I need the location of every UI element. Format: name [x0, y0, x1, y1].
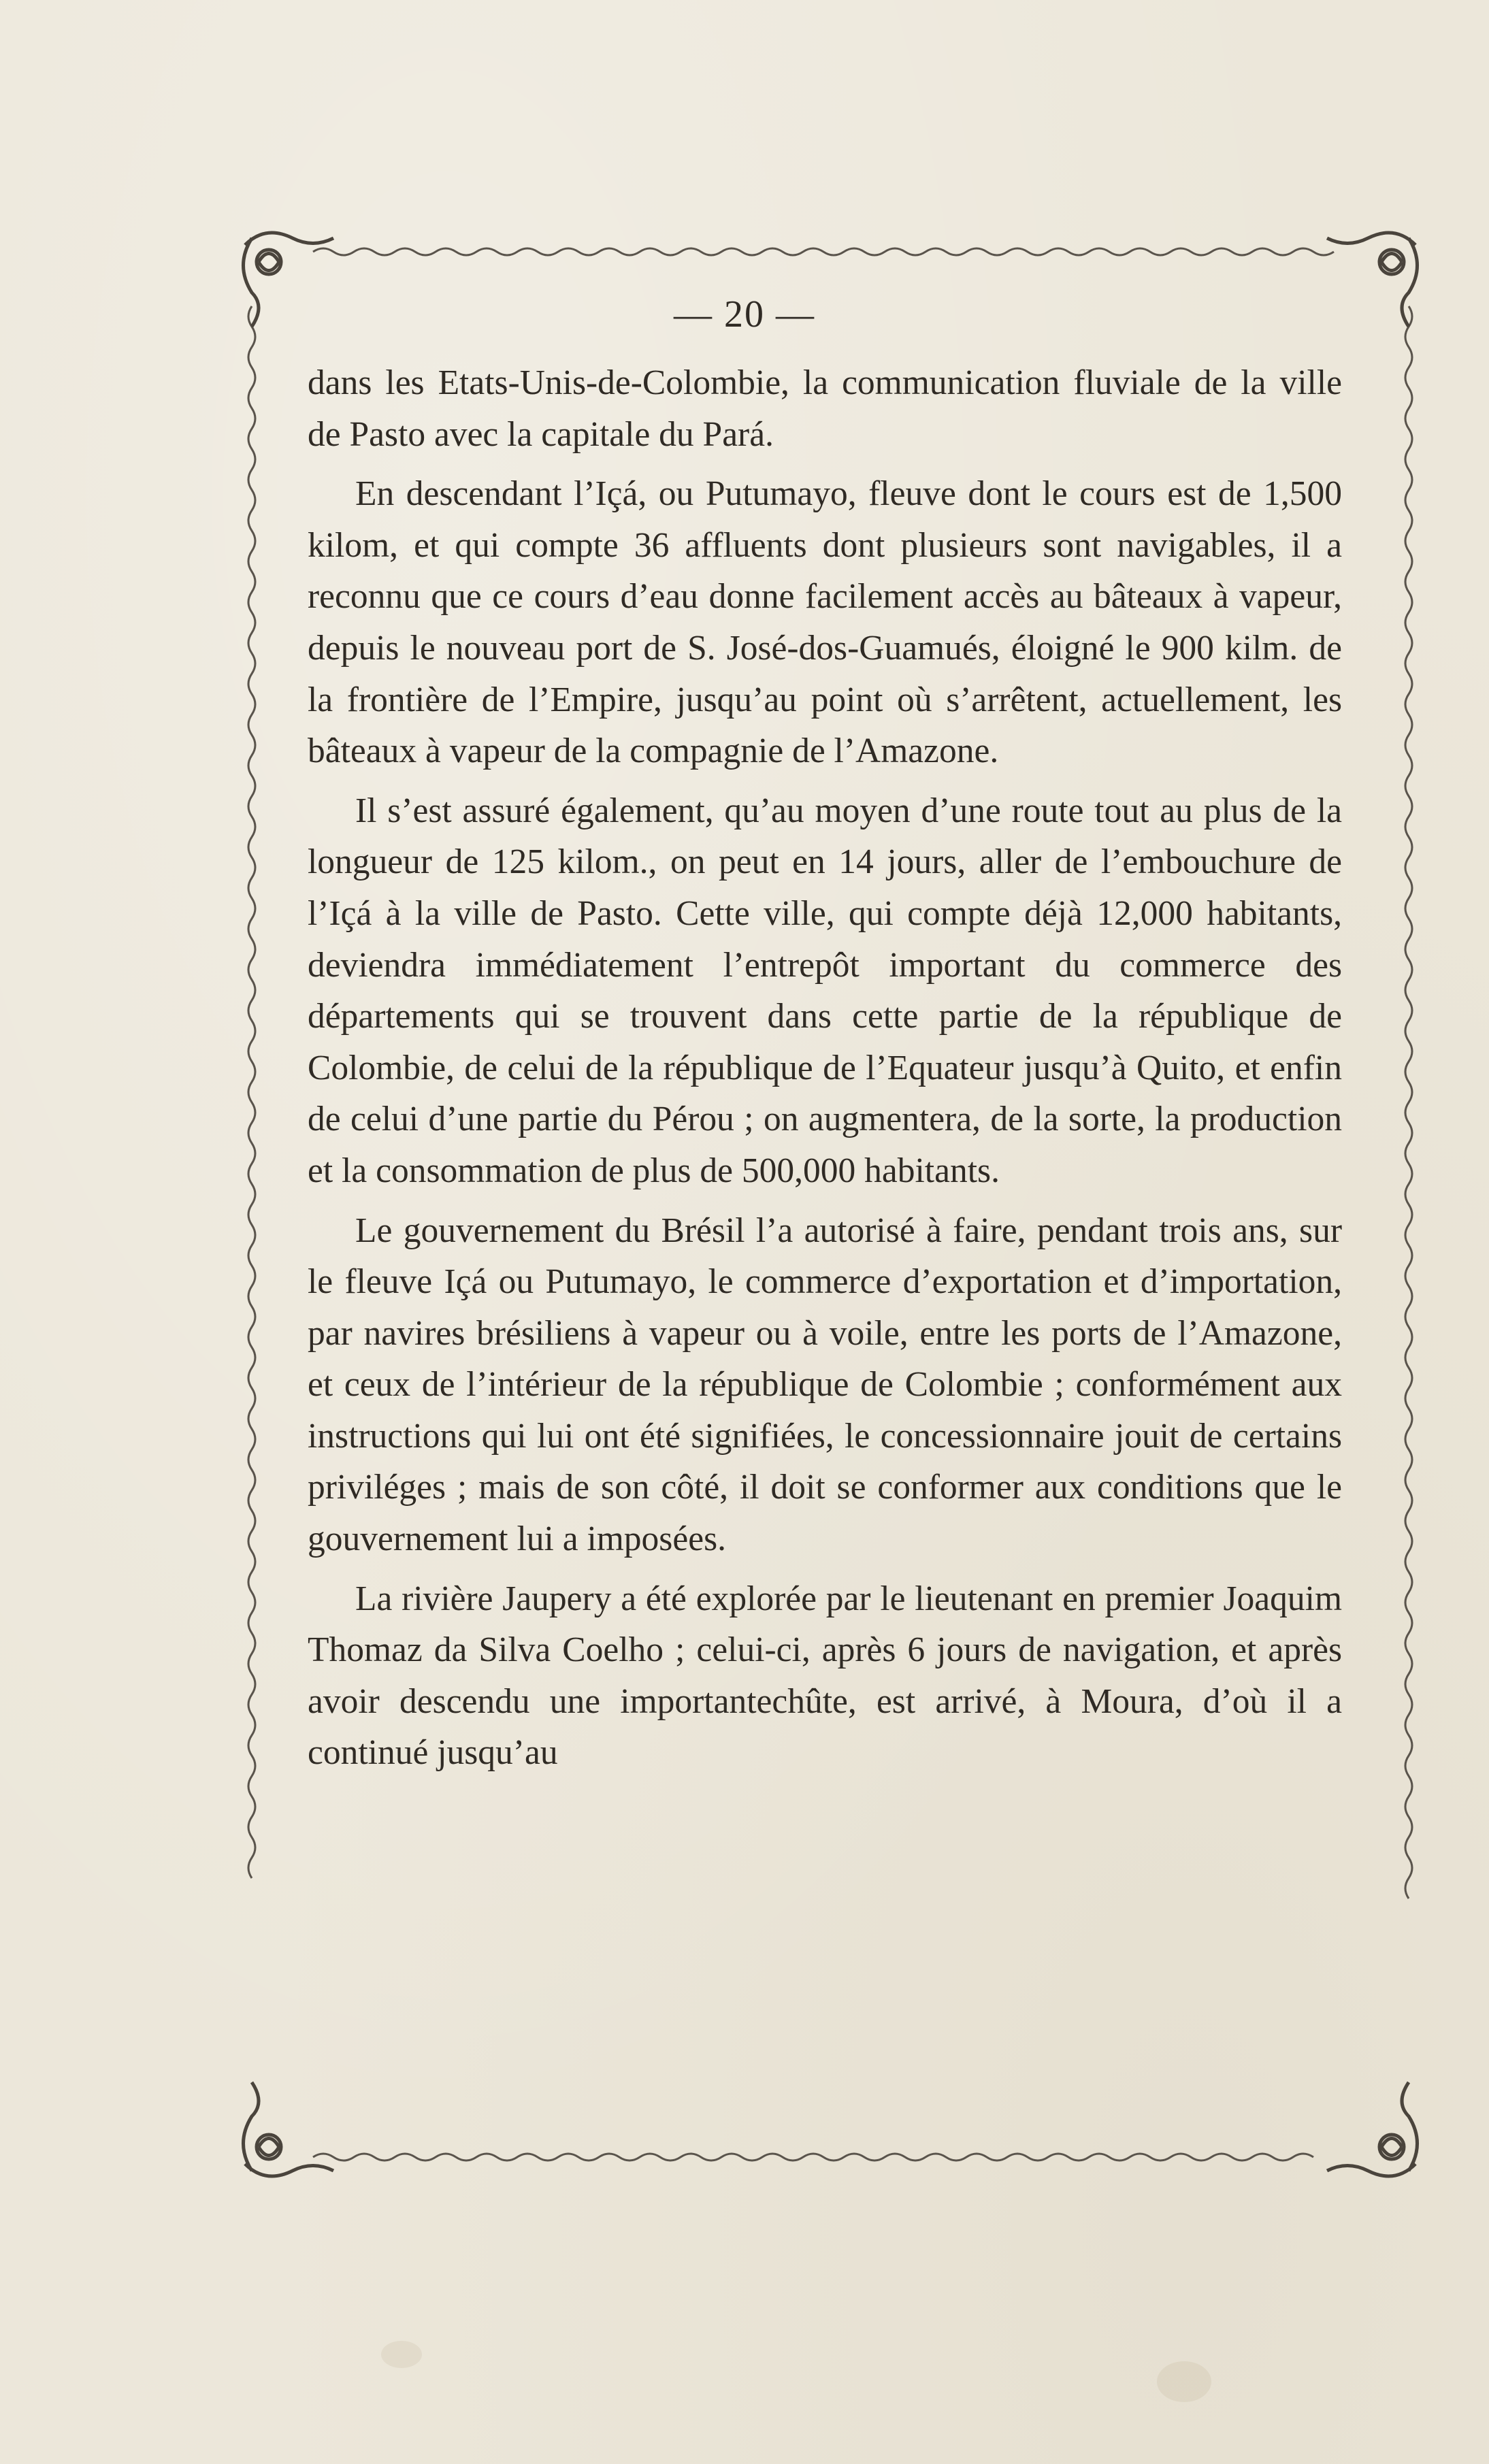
page-number: — 20 — — [674, 293, 815, 335]
body-text — [308, 357, 1342, 1779]
corner-flourish-bottom-left-icon — [244, 2082, 334, 2176]
paragraph: En descendant l’Içá, ou Putumayo, fleuve dont le cours est de 1,500 kilom, et qui compte 36 affluents dont plusieurs sont navigables, il a reconnu que ce cours d’eau donne facilement accès au bâteaux à vapeur, depuis le nouveau port de S. José-dos-Guamués, éloigné le 900 kilm. de la frontière de l’Empire, jusqu’au point où s’arrêtent, actuellement, les bâteaux à vapeur de la compagnie de l’Amazone. — [308, 474, 1342, 771]
paragraph: Le gouvernement du Brésil l’a autorisé à faire, pendant trois ans, sur le fleuve Içá ou Putumayo, le commerce d’exportation et d’importation, par navires brésiliens à vapeur ou à voile, entre les ports de l’Amazone, et ceux de l’intérieur de la république de Colombie ; conformément aux instructions qui lui ont été signifiées, le concessionnaire jouit de certains priviléges ; mais de son côté, il doit se conformer aux conditions que le gouvernement lui a imposées. — [308, 1211, 1342, 1559]
paragraph: dans les Etats-Unis-de-Colombie, la communication fluviale de la ville de Pasto avec la capitale du Pará. — [308, 363, 1342, 454]
paper-stain — [1157, 2361, 1211, 2402]
paragraph: La rivière Jaupery a été explorée par le lieutenant en premier Joaquim Thomaz da Silva Coelho ; celui-ci, après 6 jours de navigation, et après avoir descendu une importantechûte, est arrivé, à Moura, d’où il a continué jusqu’au — [308, 1579, 1342, 1773]
corner-flourish-bottom-right-icon — [1327, 2082, 1418, 2176]
paragraph: Il s’est assuré également, qu’au moyen d’une route tout au plus de la longueur de 125 kilom., on peut en 14 jours, aller de l’embouchure de l’Içá à la ville de Pasto. Cette ville, qui compte déjà 12,000 habitants, deviendra immédiatement l’entrepôt important du commerce des départements qui se trouvent dans cette partie de la république de Colombie, de celui de la république de l’Equateur jusqu’à Quito, et enfin de celui d’une partie du Pérou ; on augmentera, de la sorte, la production et la consommation de plus de 500,000 habitants. — [308, 791, 1342, 1190]
paper-stain — [381, 2341, 422, 2368]
